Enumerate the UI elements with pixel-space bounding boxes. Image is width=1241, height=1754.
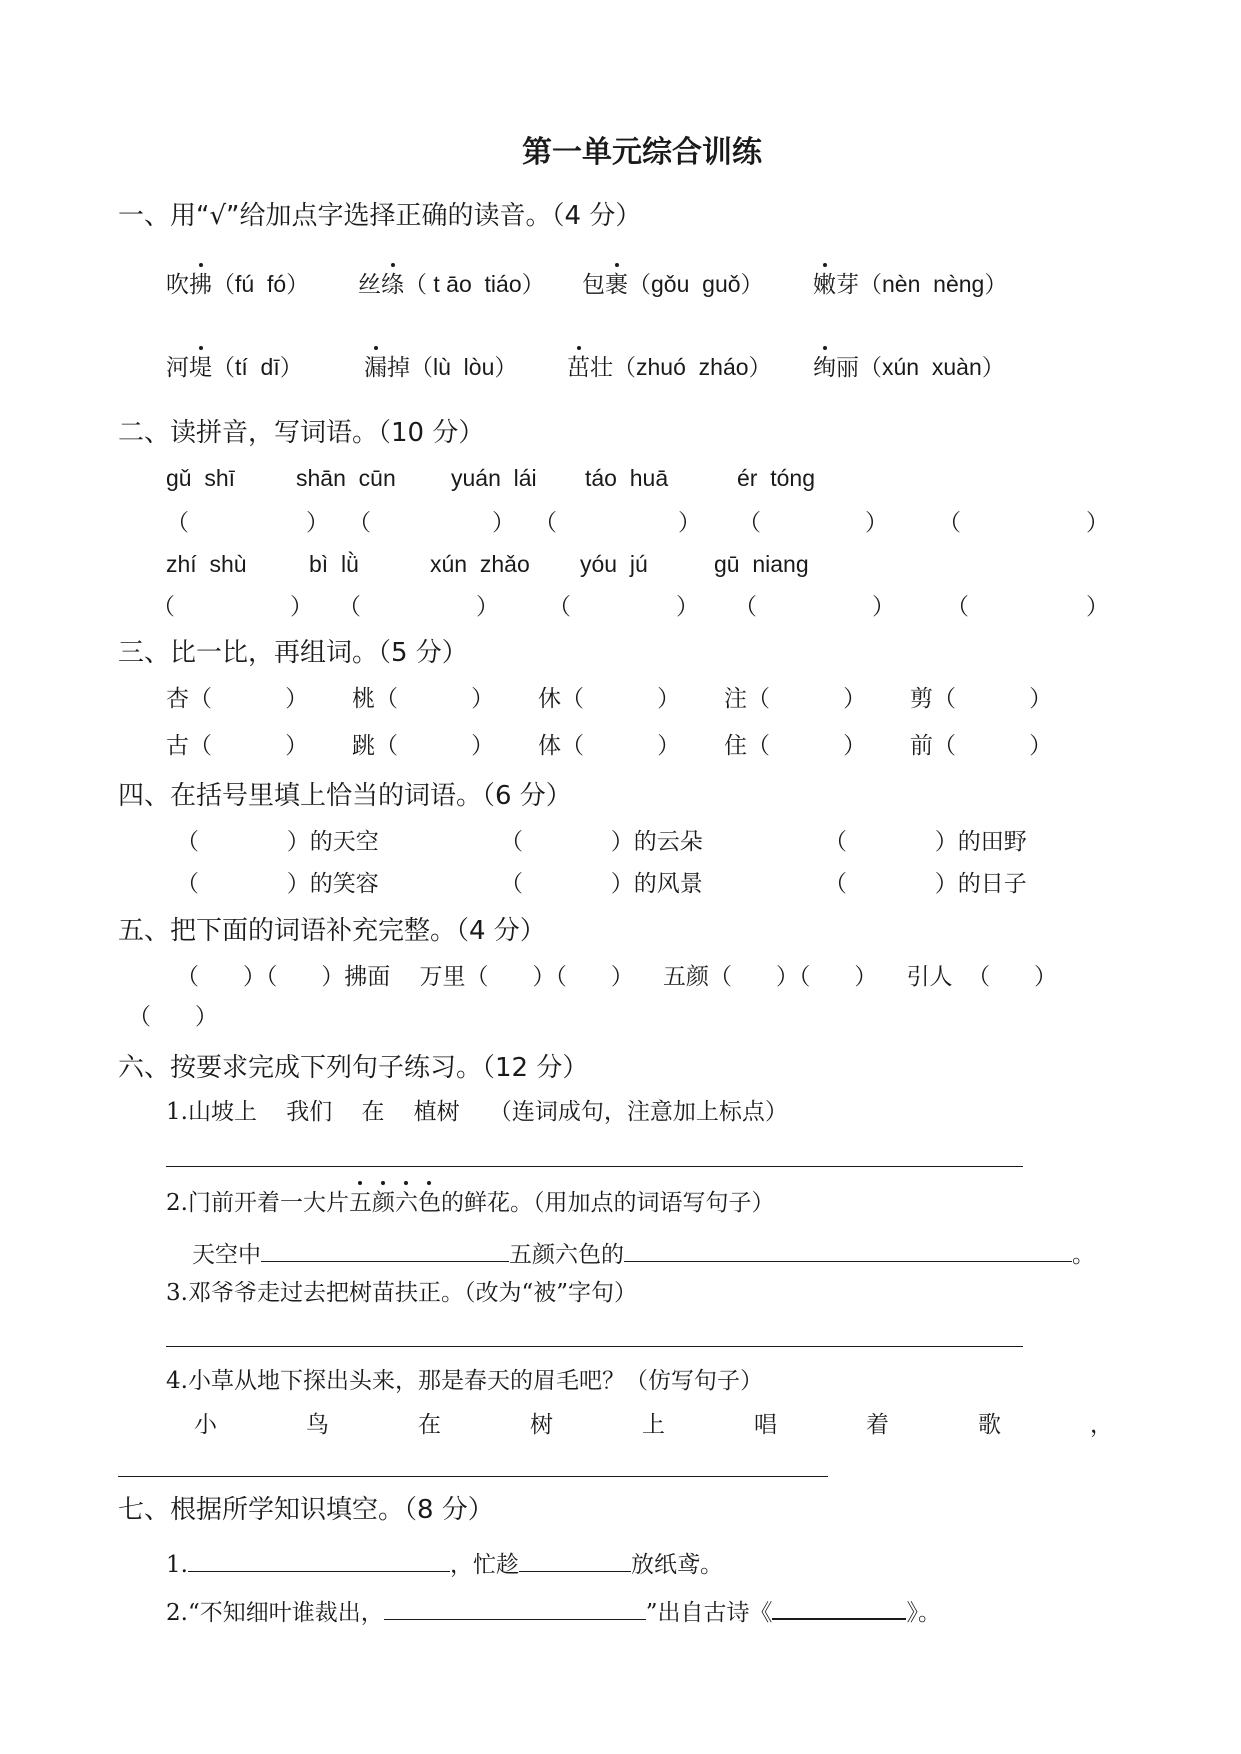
compare-item: 跳（ ） (352, 733, 495, 759)
answer-blank (624, 1238, 1072, 1262)
idiom-row-wrap: （ ） (128, 1004, 218, 1030)
answer-line (118, 1476, 828, 1477)
answer-parens: ） (678, 510, 701, 536)
dotted-char: 嫩 (813, 272, 836, 298)
pinyin: shān cūn (296, 465, 396, 491)
fill-item: （ ）的云朵 (500, 829, 703, 855)
answer-parens: ） (676, 594, 699, 620)
section-4-heading: 四、在括号里填上恰当的词语。（6 分） (118, 781, 572, 811)
answer-line (166, 1346, 1023, 1347)
question-1: 1.山坡上 我们 在 植树 （连词成句，注意加上标点） (166, 1099, 788, 1125)
compare-item: 前（ ） (910, 733, 1053, 759)
answer-parens: ） (865, 510, 888, 536)
dotted-char: 绚 (813, 355, 836, 381)
pinyin: yóu jú (580, 551, 648, 577)
answer-parens: ） (476, 594, 499, 620)
answer-parens: （ (548, 594, 571, 620)
compare-item: 古（ ） (166, 733, 309, 759)
s1-item-8: 绚丽（xún xuàn） (813, 354, 1005, 381)
dotted-char: 裹 (605, 272, 628, 298)
answer-parens: ） (306, 510, 329, 536)
q4-char: 鸟 (306, 1412, 329, 1438)
section-5-heading: 五、把下面的词语补充完整。（4 分） (118, 916, 546, 946)
pinyin: gū niang (714, 551, 809, 577)
answer-blank (772, 1595, 906, 1620)
fill-item: （ ）的天空 (176, 829, 379, 855)
pinyin: bì lǜ (309, 551, 359, 577)
question-2: 2.门前开着一大片五颜六色的鲜花。（用加点的词语写句子） (166, 1190, 775, 1216)
answer-parens: （ (938, 510, 961, 536)
q4-char: 着 (866, 1412, 889, 1438)
pinyin: yuán lái (451, 465, 537, 491)
question-3: 3.邓爷爷走过去把树苗扶正。（改为“被”字句） (166, 1280, 637, 1306)
idiom-row: （ ）（ ）拂面 万里（ ）（ ） 五颜（ ）（ ） 引人 （ ） (176, 964, 1057, 990)
dotted-char: 堤 (189, 355, 212, 381)
answer-blank (384, 1596, 646, 1620)
answer-parens: （ (348, 510, 371, 536)
q4-char: 在 (418, 1412, 441, 1438)
compare-item: 剪（ ） (910, 686, 1053, 712)
fill-item: （ ）的田野 (824, 829, 1027, 855)
pinyin: ér tóng (737, 465, 815, 491)
q4-char: 小 (194, 1412, 217, 1438)
section-7-heading: 七、根据所学知识填空。（8 分） (118, 1495, 494, 1525)
answer-parens: ） (1086, 594, 1109, 620)
pinyin: táo huā (585, 465, 669, 491)
answer-parens: （ (152, 594, 175, 620)
q4-char: 上 (642, 1412, 665, 1438)
section-3-heading: 三、比一比，再组词。（5 分） (118, 638, 468, 668)
answer-parens: （ (166, 510, 189, 536)
dotted-char: 漏 (364, 355, 387, 381)
s1-item-1: 吹拂（fú fó） (166, 271, 310, 298)
compare-item: 注（ ） (724, 686, 867, 712)
q4-char: 唱 (754, 1412, 777, 1438)
question-4: 4.小草从地下探出头来，那是春天的眉毛吧？（仿写句子） (166, 1368, 763, 1394)
answer-parens: ） (290, 594, 313, 620)
answer-blank (519, 1548, 631, 1572)
answer-parens: （ (734, 594, 757, 620)
answer-parens: （ (534, 510, 557, 536)
fill-item: （ ）的风景 (500, 871, 703, 897)
s1-item-6: 漏掉（lù lòu） (364, 354, 518, 381)
pinyin: gǔ shī (166, 465, 236, 491)
answer-parens: （ (338, 594, 361, 620)
compare-item: 体（ ） (538, 733, 681, 759)
s1-item-3: 包裹（gǒu guǒ） (582, 271, 764, 298)
answer-parens: ） (1086, 510, 1109, 536)
fill-item: （ ）的日子 (824, 871, 1027, 897)
compare-item: 桃（ ） (352, 686, 495, 712)
q4-char: 歌 (978, 1412, 1001, 1438)
question-2-answer: 天空中 五颜六色的 。 (192, 1238, 1095, 1267)
answer-parens: ） (492, 510, 515, 536)
answer-parens: （ (738, 510, 761, 536)
s1-item-2: 丝绦（ t āo tiáo） (358, 271, 545, 298)
dotted-char: 绦 (381, 272, 404, 298)
compare-item: 住（ ） (724, 733, 867, 759)
answer-blank (188, 1548, 450, 1572)
s1-item-7: 茁壮（zhuó zháo） (567, 354, 772, 381)
s1-item-5: 河堤（tí dī） (166, 354, 303, 381)
q4-char: ， (1090, 1412, 1113, 1438)
compare-item: 杏（ ） (166, 686, 309, 712)
dotted-char: 茁 (567, 355, 590, 381)
compare-item: 休（ ） (538, 686, 681, 712)
dotted-char: 拂 (189, 272, 212, 298)
section-1-heading: 一、用“√”给加点字选择正确的读音。（4 分） (118, 201, 642, 231)
s7-question-2: 2.“不知细叶谁裁出， ”出自古诗《 》。 (166, 1595, 941, 1625)
answer-parens: ） (872, 594, 895, 620)
fill-item: （ ）的笑容 (176, 871, 379, 897)
answer-line (166, 1166, 1023, 1167)
section-6-heading: 六、按要求完成下列句子练习。（12 分） (118, 1053, 589, 1083)
section-2-heading: 二、读拼音，写词语。（10 分） (118, 418, 485, 448)
answer-parens: （ (946, 594, 969, 620)
pinyin: zhí shù (166, 551, 247, 577)
page-title: 第一单元综合训练 (522, 135, 762, 170)
answer-blank (261, 1238, 509, 1262)
q4-char: 树 (530, 1412, 553, 1438)
pinyin: xún zhǎo (430, 551, 530, 577)
s7-question-1: 1. ，忙趁 放纸鸢。 (166, 1548, 723, 1577)
s1-item-4: 嫩芽（nèn nèng） (813, 271, 1008, 298)
